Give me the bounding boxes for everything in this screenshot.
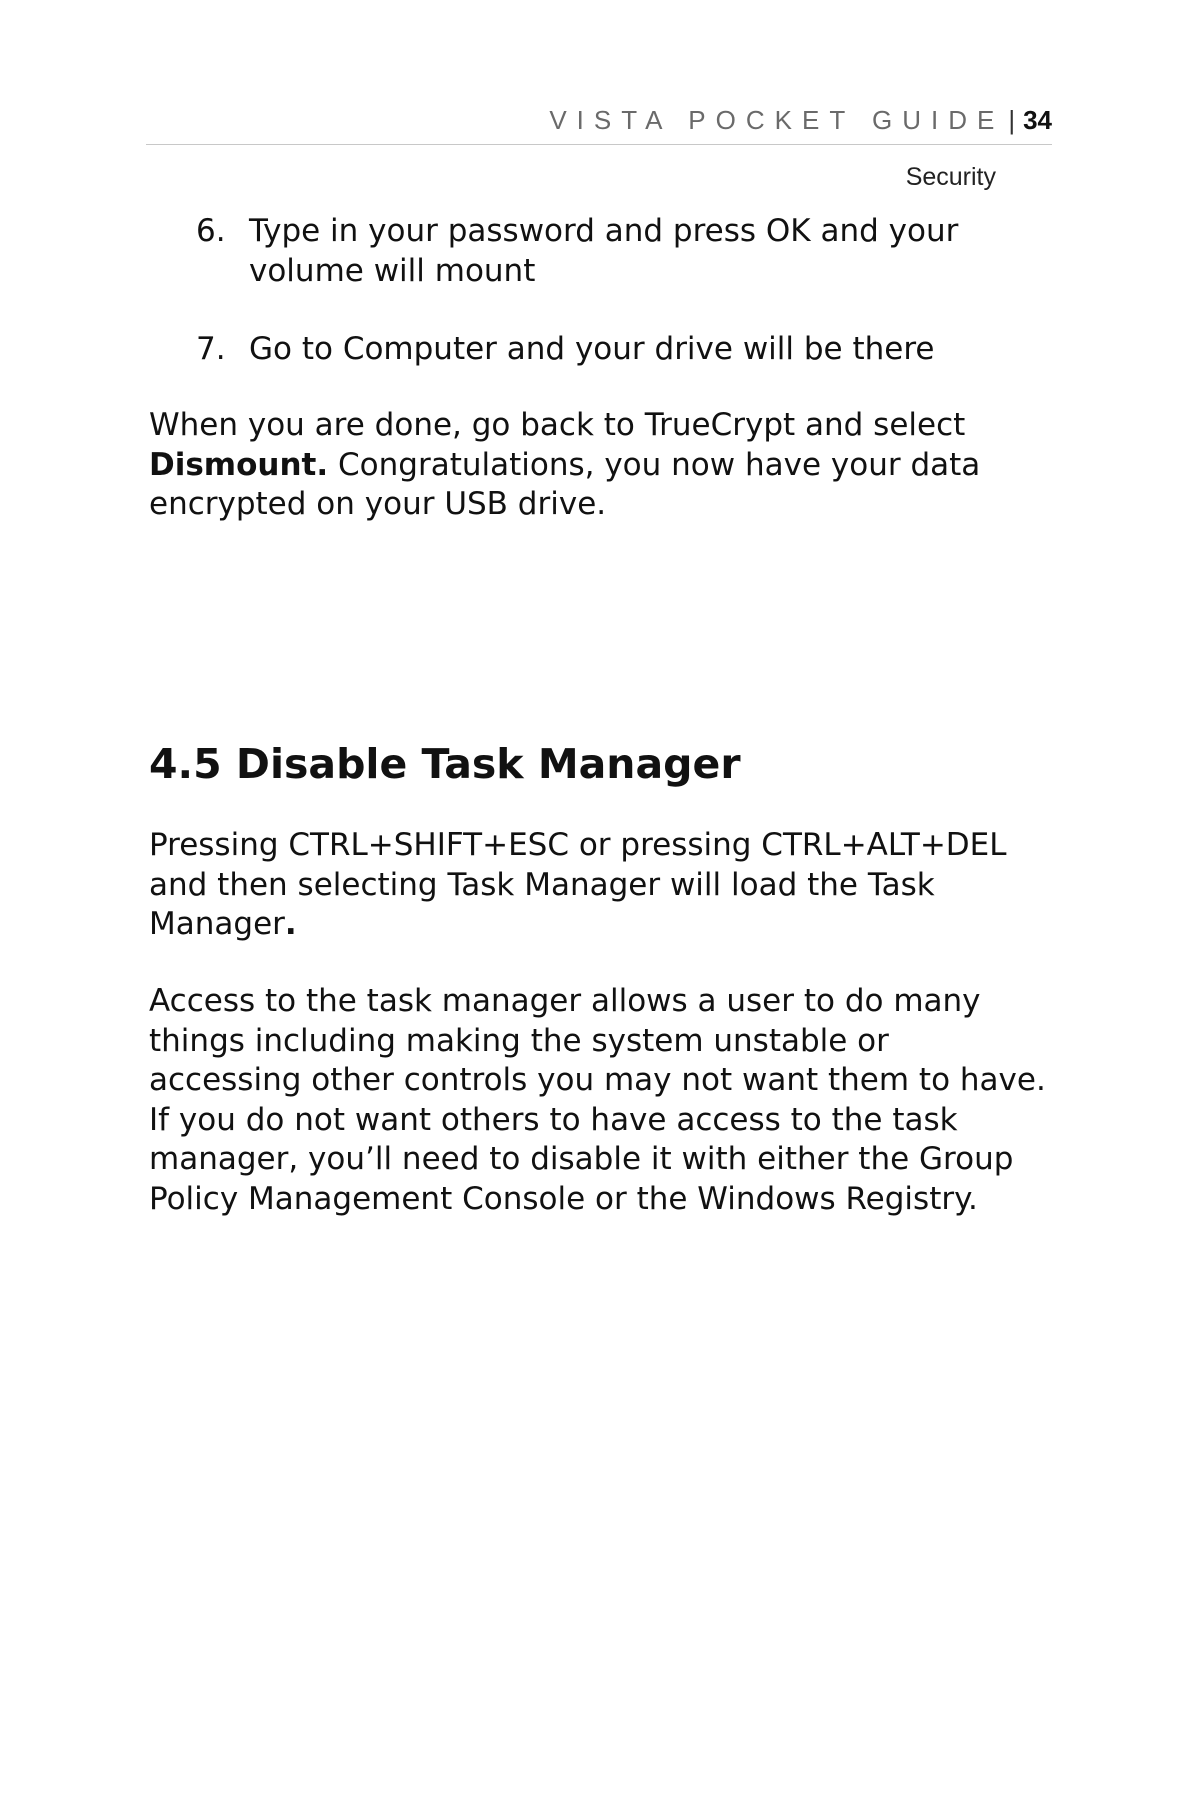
step-list <box>196 211 1036 407</box>
step-number: 6. <box>196 213 226 249</box>
header-rule <box>146 144 1052 145</box>
page-number: 34 <box>1023 105 1052 135</box>
step-text: Type in your password and press OK and your volume will mount <box>249 213 959 289</box>
list-item <box>196 211 1036 291</box>
dismount-term: Dismount. <box>149 446 329 483</box>
list-item <box>196 329 1036 369</box>
access-paragraph: Access to the task manager allows a user to do many things including making the system unstable or accessing other controls you may not want them to have. If you do not want others to have access to the task manager, you’ll need to disable it with either the Group Policy Management Console or the Windows Registry. <box>149 983 1046 1217</box>
step-text: Go to Computer and your drive will be there <box>249 331 935 367</box>
paragraph-text: When you are done, go back to TrueCrypt and select <box>149 407 966 443</box>
chapter-label: Security <box>905 163 996 191</box>
paragraph-text: Pressing CTRL+SHIFT+ESC or pressing CTRL+ALT+DEL and then selecting Task Manager will load the Task Manager <box>149 827 1007 942</box>
running-header <box>146 103 1052 137</box>
step-number: 7. <box>196 331 226 367</box>
dismount-paragraph <box>149 406 1049 525</box>
shortcut-paragraph <box>149 826 1049 945</box>
bold-period: . <box>284 906 297 942</box>
header-separator: | <box>1008 105 1016 135</box>
paragraph-text: Congratulations, you now have your data encrypted on your USB drive. <box>149 446 981 522</box>
section-heading: 4.5 Disable Task Manager <box>149 740 741 788</box>
book-title: VISTA POCKET GUIDE <box>549 105 1005 135</box>
